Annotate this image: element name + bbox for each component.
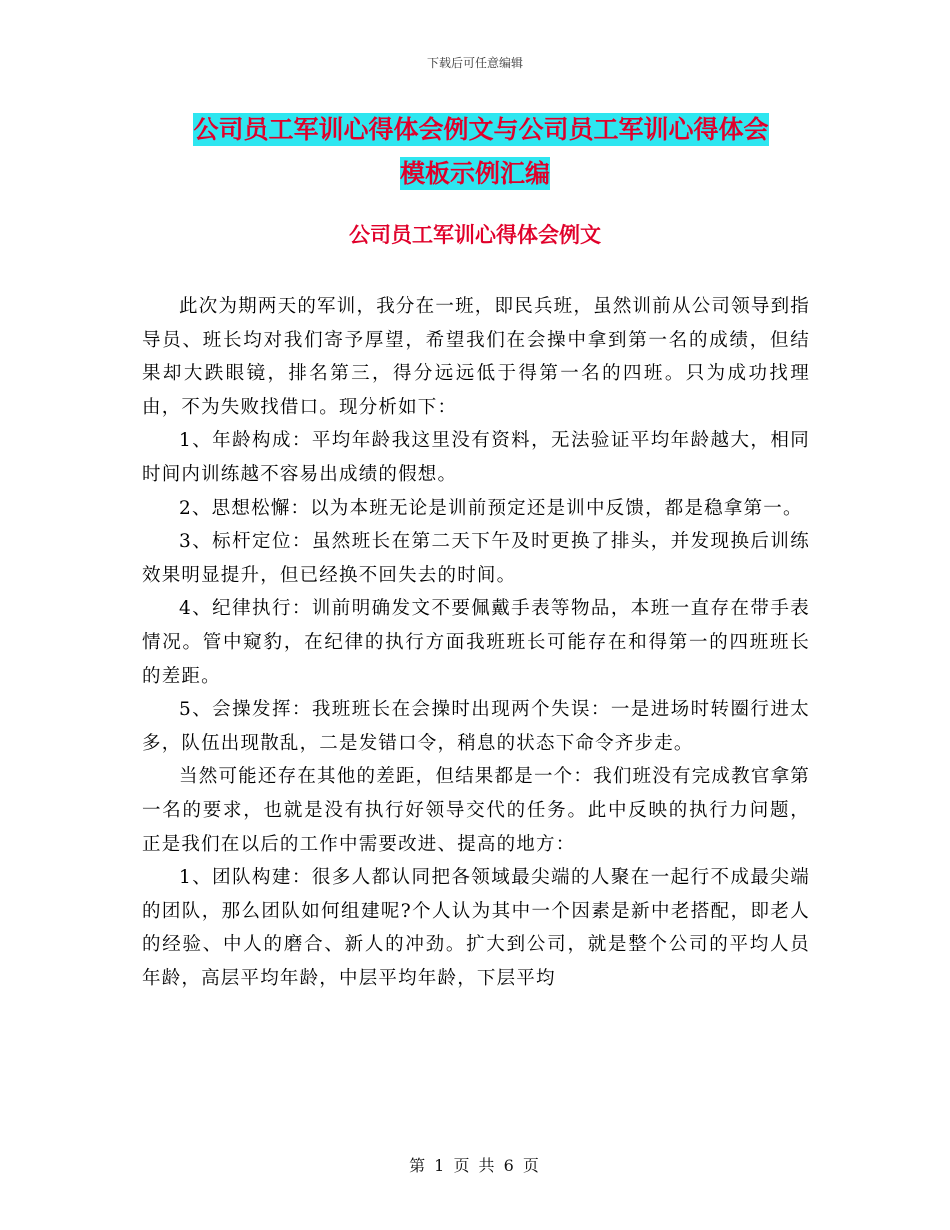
paragraph: 1、年龄构成：平均年龄我这里没有资料，无法验证平均年龄越大，相同时间内训练越不容易出成绩的假想。 bbox=[142, 430, 810, 485]
document-title bbox=[0, 110, 950, 194]
document-title-line1: 公司员工军训心得体会例文与公司员工军训心得体会 bbox=[193, 115, 769, 144]
section-title: 公司员工军训心得体会例文 bbox=[349, 223, 601, 247]
paragraph: 3、标杆定位：虽然班长在第二天下午及时更换了排头，并发现换后训练效果明显提升，但已经换不回失去的时间。 bbox=[142, 531, 810, 586]
paragraph: 5、会操发挥：我班班长在会操时出现两个失误：一是进场时转圈行进太多，队伍出现散乱，二是发错口令，稍息的状态下命令齐步走。 bbox=[142, 699, 810, 754]
document-title-line2: 模板示例汇编 bbox=[399, 159, 550, 188]
paragraph: 当然可能还存在其他的差距，但结果都是一个：我们班没有完成教官拿第一名的要求，也就是没有执行好领导交代的任务。此中反映的执行力问题，正是我们在以后的工作中需要改进、提高的地方： bbox=[142, 766, 810, 855]
page-footer: 第 1 页 共 6 页 bbox=[409, 1156, 541, 1175]
paragraph: 2、思想松懈：以为本班无论是训前预定还是训中反馈，都是稳拿第一。 bbox=[179, 497, 803, 519]
paragraph: 1、团队构建：很多人都认同把各领域最尖端的人聚在一起行不成最尖端的团队，那么团队如何组建呢?个人认为其中一个因素是新中老搭配，即老人的经验、中人的磨合、新人的冲劲。扩大到公司，就是整个公司的平均人员年龄，高层平均年龄，中层平均年龄，下层平均 bbox=[142, 867, 810, 989]
document-title-line1-wrap bbox=[0, 110, 950, 150]
document-title-line2-wrap bbox=[0, 154, 950, 194]
paragraph: 此次为期两天的军训，我分在一班，即民兵班，虽然训前从公司领导到指导员、班长均对我们寄予厚望，希望我们在会操中拿到第一名的成绩，但结果却大跌眼镜，排名第三，得分远远低于得第一名的四班。只为成功找理由，不为失败找借口。现分析如下： bbox=[142, 296, 810, 418]
body-text bbox=[142, 290, 810, 995]
paragraph: 4、纪律执行：训前明确发文不要佩戴手表等物品，本班一直存在带手表情况。管中窥豹，在纪律的执行方面我班班长可能存在和得第一的四班班长的差距。 bbox=[142, 598, 810, 687]
header-note: 下载后可任意编辑 bbox=[426, 56, 523, 70]
